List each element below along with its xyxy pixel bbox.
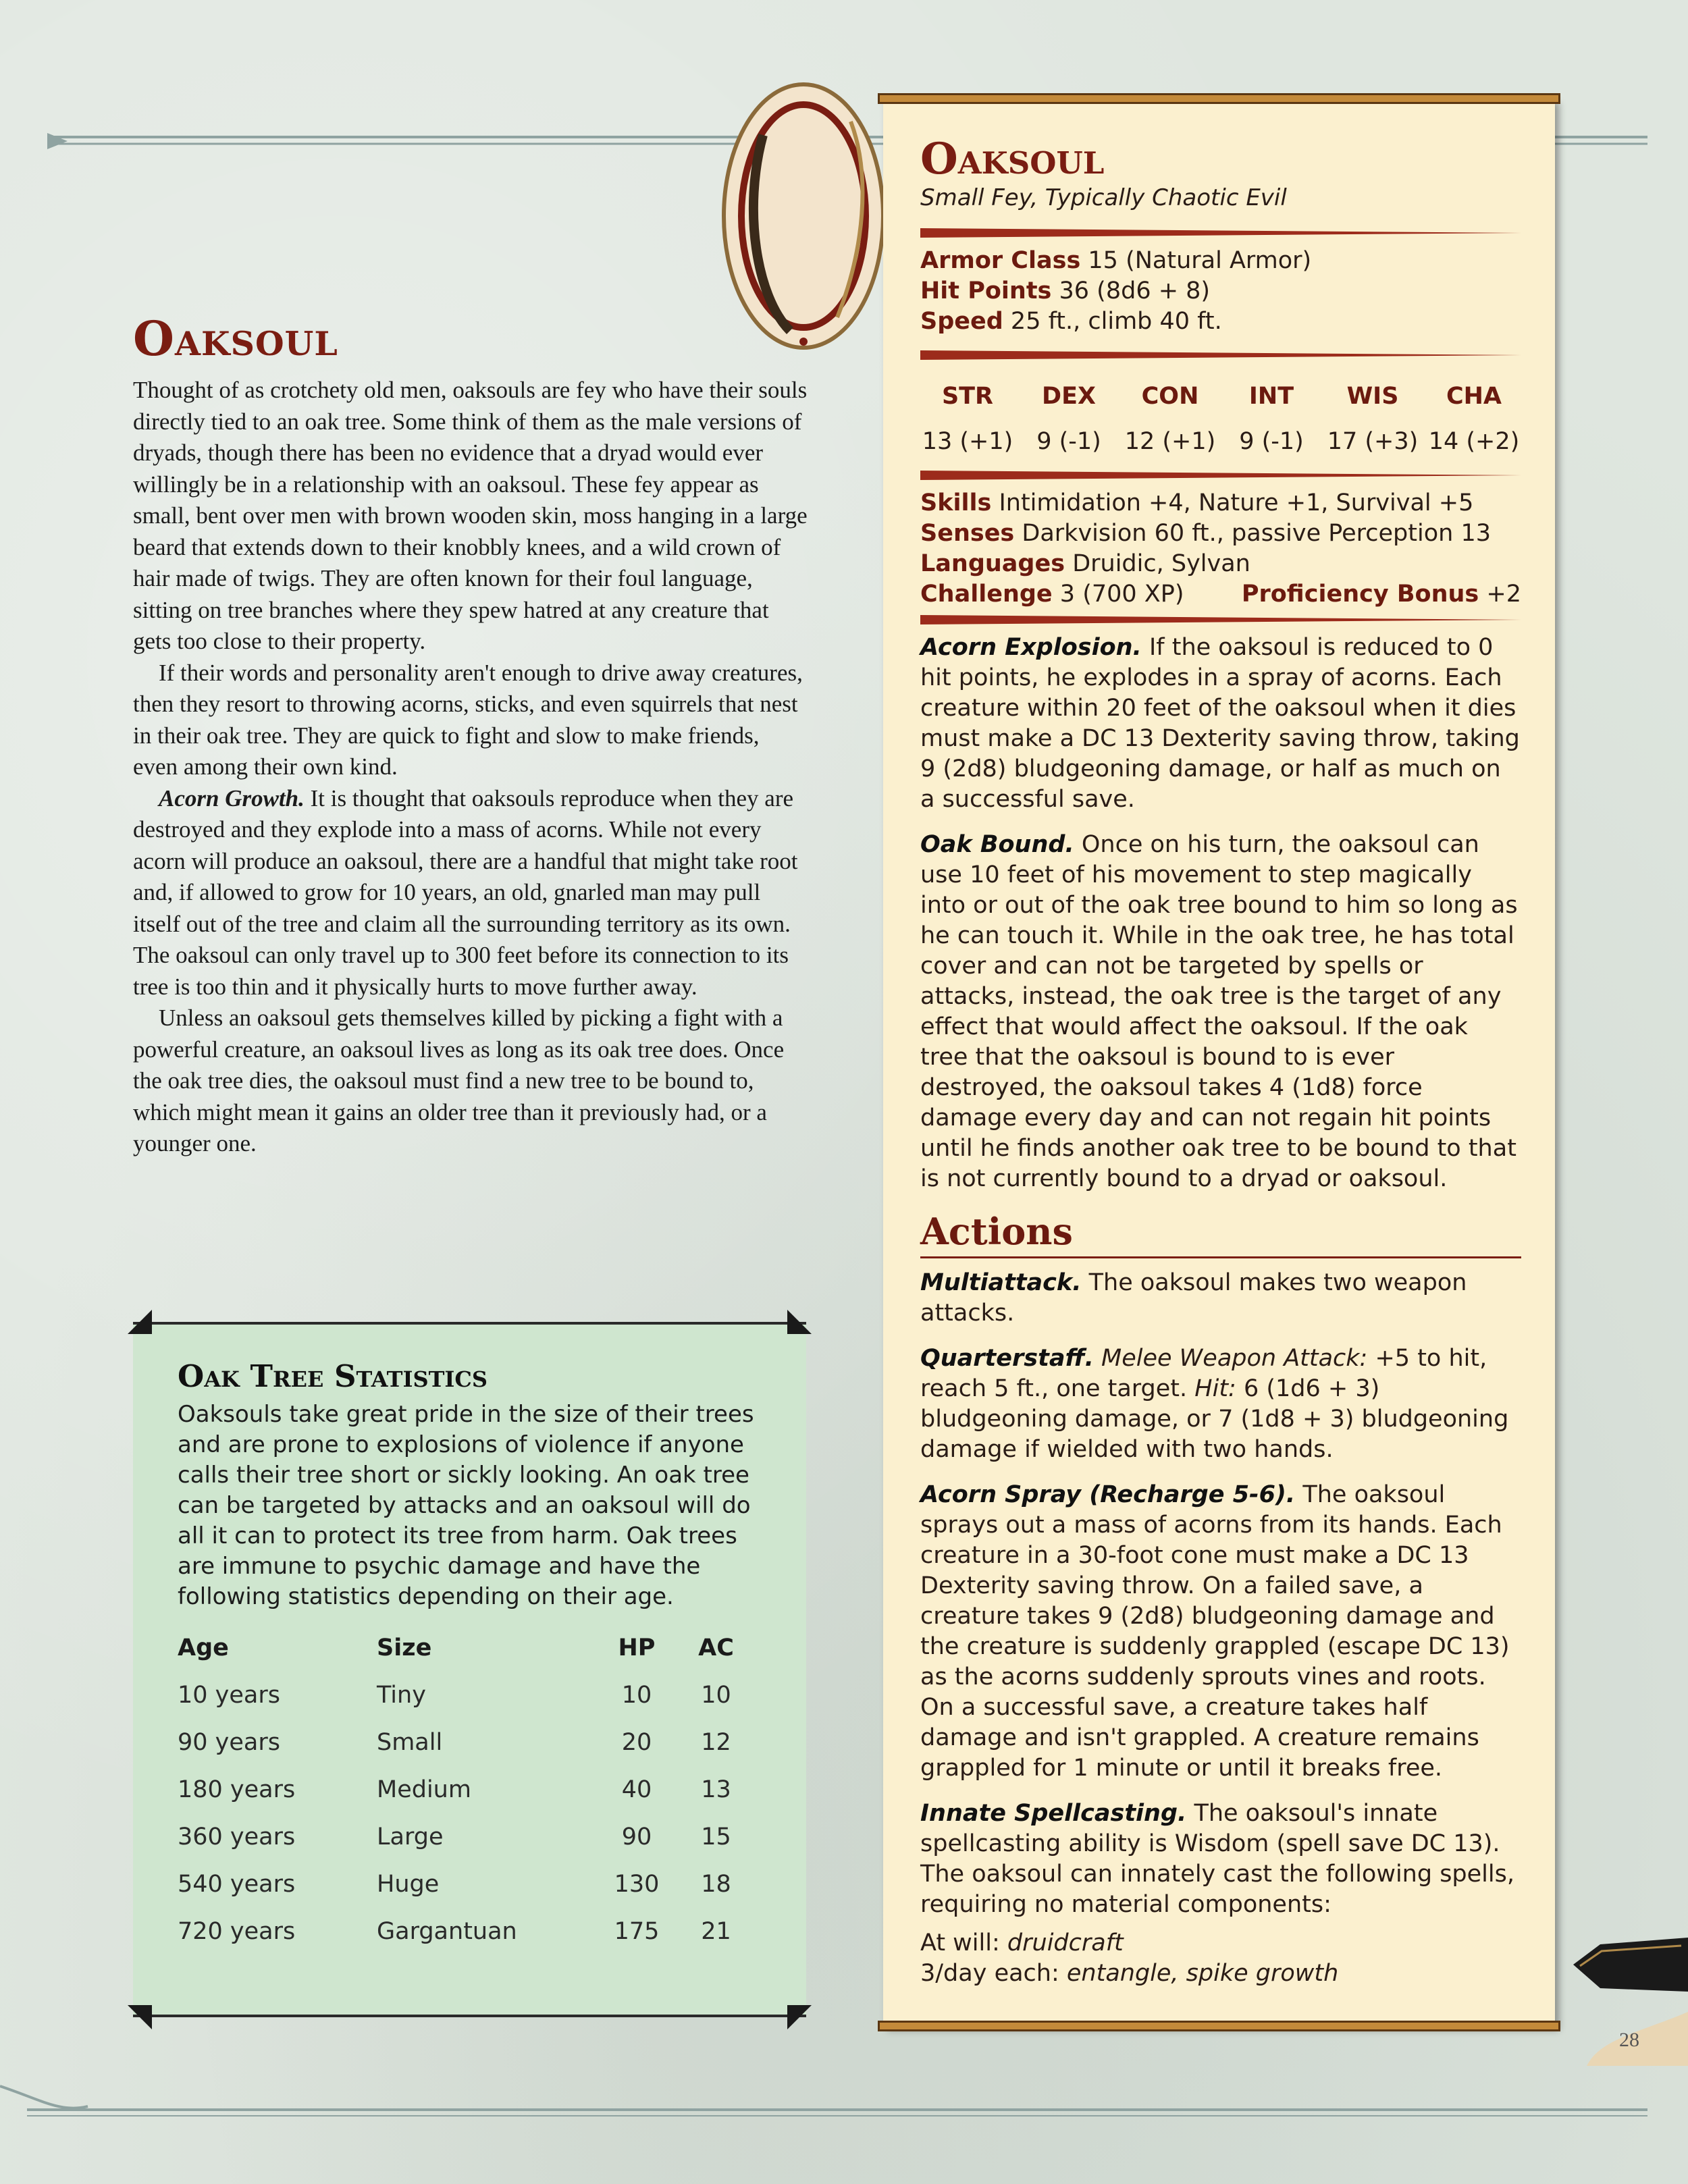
ability-dex	[1022, 381, 1116, 457]
trait-oak-bound	[920, 830, 1521, 1194]
header-ac: AC	[698, 1634, 734, 1661]
stat-block-top-bar	[878, 93, 1560, 104]
ability-value: 9 (-1)	[1239, 428, 1304, 455]
section-divider	[920, 614, 1521, 626]
cell-hp: 40	[621, 1776, 652, 1803]
cell-ac: 18	[701, 1871, 731, 1898]
cell-age: 10 years	[178, 1682, 280, 1709]
cell-size: Medium	[377, 1776, 471, 1803]
speed-label: Speed	[920, 308, 1003, 335]
table-row	[178, 1908, 758, 1955]
action-name: Acorn Spray (Recharge 5-6).	[920, 1481, 1296, 1508]
ability-label: CON	[1141, 383, 1199, 410]
armor-class-label: Armor Class	[920, 247, 1081, 274]
ability-value: 17 (+3)	[1327, 428, 1419, 455]
hit-label: Hit:	[1194, 1375, 1236, 1402]
cell-ac: 10	[701, 1682, 731, 1709]
trait-name: Acorn Explosion.	[920, 634, 1142, 661]
challenge-value: 3 (700 XP)	[1052, 581, 1184, 608]
senses	[920, 518, 1521, 549]
table-row	[178, 1861, 758, 1908]
sidebar-title: Oak Tree Statistics	[178, 1358, 487, 1394]
senses-value: Darkvision 60 ft., passive Perception 13	[1014, 520, 1491, 547]
sidebar-text: Oaksouls take great pride in the size of their trees and are prone to explosions of violence if anyone calls their tree short or sickly looking. An oak tree can be targeted by attacks and an oaksoul will do all it can to protect its tree from harm. Oak trees are immune to psychic damage and have the following statistics depending on their age.	[178, 1401, 754, 1610]
acorn-growth-lead: Acorn Growth.	[159, 784, 305, 811]
cell-size: Large	[377, 1823, 444, 1850]
spells-label: At will:	[920, 1929, 1007, 1956]
sidebar-corner-bottom-right	[787, 2005, 812, 2029]
trait-name: Oak Bound.	[920, 831, 1074, 858]
stat-block-bottom-bar	[878, 2021, 1560, 2031]
action-text: The oaksoul sprays out a mass of acorns from its hands. Each creature in a 30-foot cone must make a DC 13 Dexterity saving throw. On a failed save, a creature takes 9 (2d8) bludgeoning damage and the creature is suddenly grappled (escape DC 13) as the acorns suddenly sprouts vines and roots. On a successful save, a creature takes half damage and isn't grappled. A creature remains grappled for 1 minute or until it breaks free.	[920, 1481, 1510, 1782]
table-header-row	[178, 1624, 758, 1672]
table-row	[178, 1813, 758, 1861]
creature-type: Small Fey, Typically Chaotic Evil	[920, 184, 1287, 211]
action-name: Innate Spellcasting.	[920, 1800, 1187, 1827]
description-paragraph-3	[133, 783, 808, 1003]
bottom-border-rule	[0, 2059, 1688, 2140]
ability-value: 9 (-1)	[1036, 428, 1101, 455]
challenge-label: Challenge	[920, 581, 1053, 608]
sidebar-corner-bottom-left	[128, 2005, 152, 2029]
cell-ac: 15	[701, 1823, 731, 1850]
cell-size: Gargantuan	[377, 1918, 517, 1945]
description-paragraph-1: Thought of as crotchety old men, oaksouls are fey who have their souls directly tied to an oak tree. Some think of them as the male versions of dryads, though there has been no evidence that a dryad would ever willingly be in a relationship with an oaksoul. These fey appear as small, bent over men with brown wooden skin, moss hanging in a large beard that extends down to their knobbly knees, and a wild crown of hair made of twigs. They are often known for their foul language, sitting on tree branches where they spew hatred at any creature that gets too close to their property.	[133, 377, 808, 654]
cell-ac: 21	[701, 1918, 731, 1945]
ability-wis	[1325, 381, 1420, 457]
hit-points	[920, 276, 1521, 307]
cell-ac: 13	[701, 1776, 731, 1803]
cell-ac: 12	[701, 1729, 731, 1756]
cell-age: 540 years	[178, 1871, 296, 1898]
action-innate-spellcasting	[920, 1799, 1521, 1920]
page-number: 28	[1619, 2029, 1639, 2051]
armor-class-value: 15 (Natural Armor)	[1080, 247, 1312, 274]
ability-value: 14 (+2)	[1428, 428, 1520, 455]
ability-label: STR	[941, 383, 994, 410]
table-row	[178, 1719, 758, 1766]
cell-hp: 175	[614, 1918, 660, 1945]
cell-age: 720 years	[178, 1918, 296, 1945]
sidebar-corner-top-right	[787, 1310, 812, 1334]
acorn-growth-text: It is thought that oaksouls reproduce when they are destroyed and they explode into a mass of acorns. While not every acorn will produce an oaksoul, there are a handful that might take root and, if allowed to grow for 10 years, an old, gnarled man may pull itself out of the tree and claim all the surrounding territory as its own. The oaksoul can only travel up to 300 feet before its connection to its tree is too thin and it physically hurts to move further away.	[133, 784, 798, 1000]
cell-hp: 90	[621, 1823, 652, 1850]
spells-label: 3/day each:	[920, 1960, 1067, 1987]
ability-cha	[1427, 381, 1521, 457]
skills-label: Skills	[920, 489, 992, 516]
proficiency-label: Proficiency Bonus	[1241, 581, 1479, 608]
spells-daily	[920, 1959, 1521, 1989]
action-text: +5 to hit, reach 5 ft., one target.	[920, 1345, 1487, 1402]
creature-name: Oaksoul	[920, 134, 1105, 184]
header-hp: HP	[618, 1634, 656, 1661]
ability-label: WIS	[1346, 383, 1399, 410]
description-paragraph-2: If their words and personality aren't enough to drive away creatures, then they resort to throwing acorns, sticks, and even squirrels that nest in their oak tree. They are quick to fight and slow to make friends, even among their own kind.	[133, 659, 803, 780]
cell-hp: 20	[621, 1729, 652, 1756]
action-text: The oaksoul makes two weapon attacks.	[920, 1269, 1467, 1327]
header-size: Size	[377, 1634, 432, 1661]
ability-scores	[920, 381, 1521, 457]
ability-label: INT	[1248, 383, 1294, 410]
cell-size: Huge	[377, 1871, 440, 1898]
section-divider	[920, 469, 1521, 481]
ability-con	[1123, 381, 1217, 457]
description-paragraph-4: Unless an oaksoul gets themselves killed by picking a fight with a powerful creature, an oaksoul lives as long as its oak tree does. Once the oak tree dies, the oaksoul must find a new tree to be bound to, which might mean it gains an older tree than it previously had, or a younger one.	[133, 1005, 785, 1156]
hit-points-value: 36 (8d6 + 8)	[1051, 277, 1211, 304]
cell-size: Small	[377, 1729, 443, 1756]
action-multiattack	[920, 1268, 1521, 1329]
speed	[920, 307, 1521, 337]
spells-at-will	[920, 1928, 1521, 1959]
stat-block-content	[920, 136, 1521, 1989]
cell-age: 360 years	[178, 1823, 296, 1850]
oak-tree-table	[178, 1624, 758, 1955]
description-column	[133, 311, 808, 1160]
cell-hp: 130	[614, 1871, 660, 1898]
table-row	[178, 1672, 758, 1719]
header-age: Age	[178, 1634, 229, 1661]
trait-acorn-explosion	[920, 633, 1521, 815]
cell-age: 90 years	[178, 1729, 280, 1756]
challenge	[920, 579, 1184, 610]
cell-age: 180 years	[178, 1776, 296, 1803]
armor-class	[920, 246, 1521, 276]
oak-tree-sidebar	[133, 1322, 806, 2017]
languages-value: Druidic, Sylvan	[1065, 550, 1250, 577]
action-text: 6 (1d6 + 3) bludgeoning damage, or 7 (1d8 + 3) bludgeoning damage if wielded with two hands.	[920, 1375, 1509, 1463]
action-name: Multiattack.	[920, 1269, 1082, 1296]
trait-text: If the oaksoul is reduced to 0 hit points, he explodes in a spray of acorns. Each creature within 20 feet of the oaksoul when it dies must make a DC 13 Dexterity saving throw, taking 9 (2d8) bludgeoning damage, or half as much on a successful save.	[920, 634, 1520, 813]
ability-label: DEX	[1042, 383, 1096, 410]
stat-block	[883, 99, 1555, 2026]
table-row	[178, 1766, 758, 1813]
hit-points-label: Hit Points	[920, 277, 1052, 304]
action-quarterstaff	[920, 1343, 1521, 1465]
sidebar-content	[178, 1358, 758, 1955]
skills-value: Intimidation +4, Nature +1, Survival +5	[991, 489, 1474, 516]
section-divider	[920, 227, 1521, 239]
ability-label: CHA	[1446, 383, 1502, 410]
proficiency-bonus	[1242, 579, 1521, 610]
skills	[920, 488, 1521, 518]
ability-str	[920, 381, 1015, 457]
challenge-row	[920, 579, 1521, 610]
ability-int	[1224, 381, 1319, 457]
spells-list: entangle, spike growth	[1066, 1960, 1339, 1987]
actions-heading: Actions	[920, 1209, 1521, 1258]
senses-label: Senses	[920, 520, 1015, 547]
action-acorn-spray	[920, 1480, 1521, 1784]
sidebar-corner-top-left	[128, 1310, 152, 1334]
languages	[920, 549, 1521, 579]
trait-text: Once on his turn, the oaksoul can use 10 feet of his movement to step magically into or out of the oak tree bound to him so long as he can touch it. While in the oak tree, he has total cover and can not be targeted by spells or attacks, instead, the oak tree is the target of any effect that would affect the oaksoul. If the oak tree that the oaksoul is bound to is ever destroyed, the oaksoul takes 4 (1d8) force damage every day and can not regain hit points until he finds another oak tree to be bound to that is not currently bound to a dryad or oaksoul.	[920, 831, 1518, 1192]
action-text: The oaksoul's innate spellcasting ability is Wisdom (spell save DC 13). The oaksoul can innately cast the following spells, requiring no material components:	[920, 1800, 1514, 1918]
ability-value: 12 (+1)	[1124, 428, 1216, 455]
spells-list: druidcraft	[1007, 1929, 1124, 1956]
cell-size: Tiny	[377, 1682, 426, 1709]
page-title: Oaksoul	[133, 311, 338, 367]
cell-hp: 10	[621, 1682, 652, 1709]
attack-type: Melee Weapon Attack:	[1093, 1345, 1368, 1372]
ability-value: 13 (+1)	[922, 428, 1013, 455]
proficiency-value: +2	[1479, 581, 1521, 608]
section-divider	[920, 349, 1521, 361]
action-name: Quarterstaff.	[920, 1345, 1094, 1372]
speed-value: 25 ft., climb 40 ft.	[1003, 308, 1222, 335]
languages-label: Languages	[920, 550, 1065, 577]
